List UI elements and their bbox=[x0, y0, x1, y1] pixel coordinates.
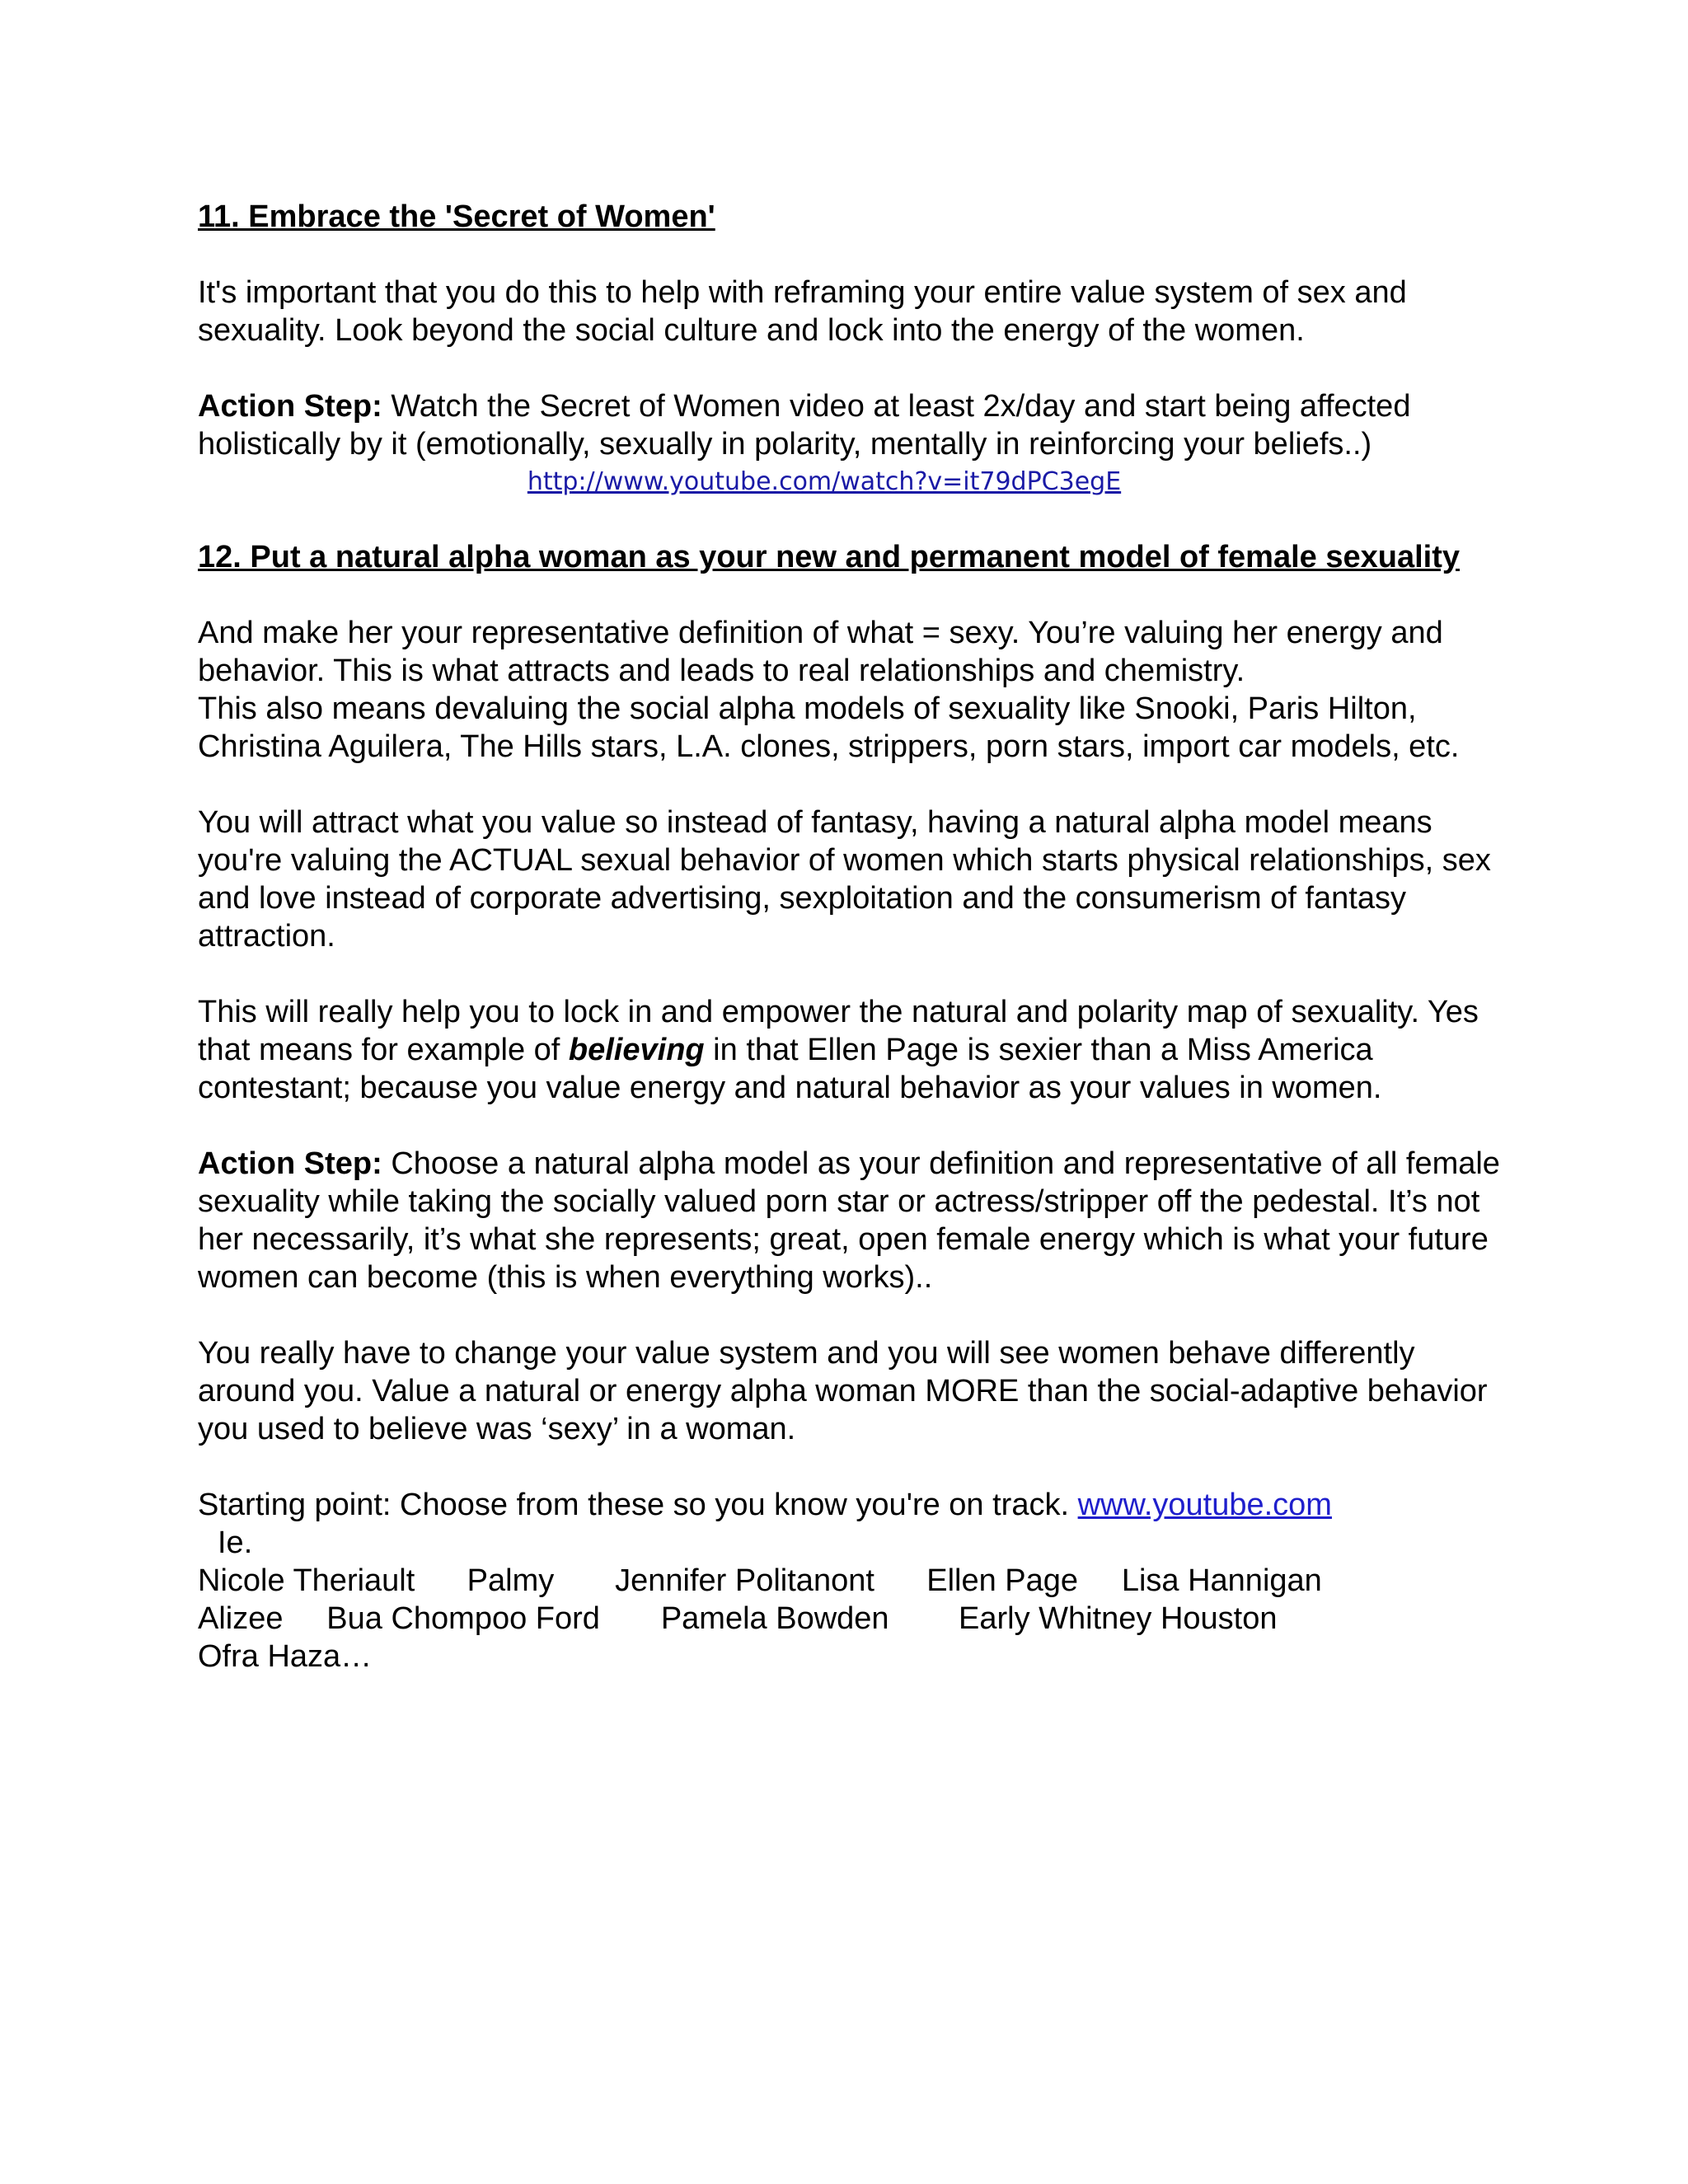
section-12-heading: 12. Put a natural alpha woman as your new and permanent model of female sexuality bbox=[198, 540, 1460, 574]
names-row-2: Alizee Bua Chompoo Ford Pamela Bowden Early Whitney Houston bbox=[198, 1601, 1278, 1636]
action-step-label: Action Step: bbox=[198, 389, 382, 424]
youtube-link[interactable]: www.youtube.com bbox=[1077, 1488, 1332, 1522]
starting-point-text: Starting point: Choose from these so you know you're on track. bbox=[198, 1488, 1078, 1522]
ie-label: Ie. bbox=[218, 1526, 253, 1560]
names-row-1: Nicole Theriault Palmy Jennifer Politanont Ellen Page Lisa Hannigan bbox=[198, 1563, 1322, 1598]
section-11-heading: 11. Embrace the 'Secret of Women' bbox=[198, 199, 715, 234]
section-12-action-step bbox=[198, 1145, 1517, 1296]
paragraph-3-after: in that Ellen Page is sexier than a Miss America contestant; because you value energy and natural behavior as your values in women. bbox=[198, 1033, 1382, 1105]
secret-of-women-video-link[interactable]: http://www.youtube.com/watch?v=it79dPC3egE bbox=[527, 467, 1122, 496]
section-11-intro: It's important that you do this to help with reframing your entire value system of sex and sexuality. Look beyond the social culture and lock into the energy of the women. bbox=[198, 275, 1407, 348]
section-11-action-step bbox=[198, 387, 1517, 463]
section-12-paragraph-1: And make her your representative definition of what = sexy. You’re valuing her energy and behavior. This is what attracts and leads to real relationships and chemistry. bbox=[198, 616, 1443, 688]
document-page bbox=[198, 198, 1517, 1675]
action-step-text: Watch the Secret of Women video at least 2x/day and start being affected holistically by it (emotionally, sexually in polarity, mentally in reinforcing your beliefs..) bbox=[198, 389, 1411, 462]
action-step-label: Action Step: bbox=[198, 1146, 382, 1181]
paragraph-3-before: This will really help you to lock in and empower the natural and polarity map of sexuality. Yes that means for example of bbox=[198, 995, 1479, 1067]
starting-point bbox=[198, 1486, 1517, 1524]
section-12-paragraph-2: You will attract what you value so instead of fantasy, having a natural alpha model means you're valuing the ACTUAL sexual behavior of women which starts physical relationships, sex and love instead of corporate advertising, sexploitation and the consumerism of fantasy attraction. bbox=[198, 805, 1491, 954]
section-12-paragraph-3 bbox=[198, 993, 1517, 1107]
section-12-paragraph-1b: This also means devaluing the social alpha models of sexuality like Snooki, Paris Hilton, Christina Aguilera, The Hills stars, L.A. clones, strippers, porn stars, import car models, etc. bbox=[198, 691, 1460, 764]
action-step-text: Choose a natural alpha model as your definition and representative of all female sexuality while taking the socially valued porn star or actress/stripper off the pedestal. It’s not her necessarily, it’s what she represents; great, open female energy which is what your future women can become (this is when everything works).. bbox=[198, 1146, 1500, 1295]
believing-emphasis: believing bbox=[568, 1033, 705, 1067]
section-12-paragraph-4: You really have to change your value system and you will see women behave differently around you. Value a natural or energy alpha woman MORE than the social-adaptive behavior you used to believe was ‘sexy’ in a woman. bbox=[198, 1336, 1488, 1446]
names-row-3: Ofra Haza… bbox=[198, 1639, 373, 1674]
